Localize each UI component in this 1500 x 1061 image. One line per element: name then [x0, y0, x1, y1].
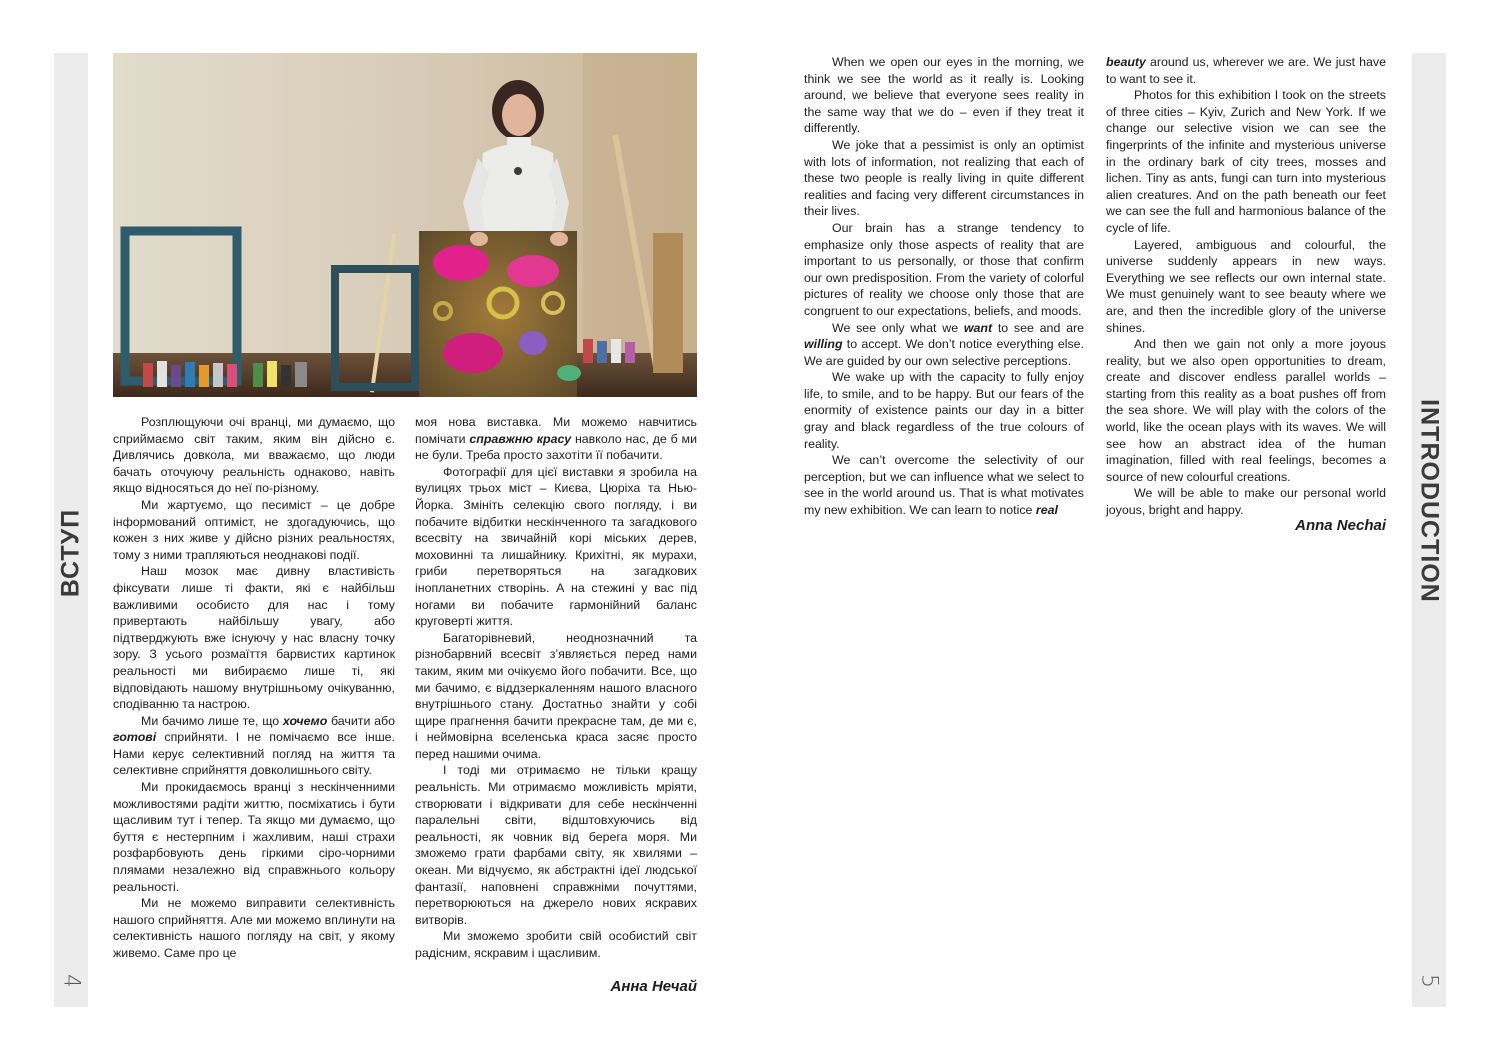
paragraph: [113, 713, 395, 779]
paragraph: Ми зможемо зробити свій особистий світ радісним, яскравим і щасливим.: [415, 929, 697, 960]
page-number-right: 5: [1416, 974, 1442, 988]
paragraph: Our brain has a strange tendency to emphasize only those aspects of reality that are important to us personally, or those that confirm our own predisposition. From the variety of colorful pictures of reality we choose only those that are congruent to our expectations, beliefs, and moods.: [804, 220, 1084, 318]
paragraph: [415, 414, 697, 464]
text-run: We can’t overcome the selectivity of our perception, but we can influence what we select to see in the world around us. That is what motivates my new exhibition. We can learn to notice: [804, 453, 1084, 518]
text-run: Ми бачимо лише те, що: [141, 713, 283, 728]
paragraph: We wake up with the capacity to fully enjoy life, to smile, and to be happy. But our fears of the enormity of existence paints our day in a bitter gray and black regardless of the true colours of reality.: [804, 370, 1084, 451]
paragraph: Розплющуючи очі вранці, ми думаємо, що сприймаємо світ таким, яким він дійсно є. Дивлячись довкола, ми вважаємо, що люди бачать оточуючу реальність однаково, навіть якщо відносяться до неї по-різному.: [113, 415, 395, 496]
paragraph: [804, 452, 1084, 518]
ukrainian-text-column-1: [113, 414, 395, 962]
paragraph: Photos for this exhibition I took on the streets of three cities – Kyiv, Zurich and New York. If we change our selective vision we can see the fingerprints of the infinite and mysterious universe in the ordinary bark of city trees, mosses and lichen. Tiny as ants, fungi can turn into mysterious alien creatures. And on the path beneath our feet we can see the full and harmonious balance of the cycle of life.: [1106, 88, 1386, 235]
paragraph: When we open our eyes in the morning, we think we see the world as it really is. Looking around, we believe that everyone sees reality in the same way that we do – even if they treat it differently.: [804, 55, 1084, 136]
paragraph: [1106, 54, 1386, 87]
english-text-column-2: [1106, 54, 1386, 519]
english-text-column-1: [804, 54, 1084, 519]
emphasis-text: want: [963, 320, 993, 335]
emphasis-text: beauty: [1106, 55, 1146, 69]
paragraph: І тоді ми отримаємо не тільки кращу реальність. Ми отримаємо можливість мріяти, створювати і відкривати для себе нескінченні паралельні світи, відштовхуючись від реальності, як човник від берега моря. Ми зможемо грати фарбами світу, як хвилями – океан. Ми відчуємо, як абстрактні ідеї людської фантазії, наповнені справжніми почуттями, перетворюються на джерело нових яскравих витворів.: [415, 763, 697, 927]
right-side-tab: [1412, 53, 1446, 1007]
text-run: сприйняти. І не помічаємо все інше. Нами керує селективний погляд на життя та селективне сприйняття довколишнього світу.: [113, 730, 395, 778]
paragraph: Багаторівневий, неоднозначний та різнобарвний всесвіт з’являється перед нами таким, яким ми очікуємо його побачити. Все, що ми бачимо, є віддзеркаленням нашого власного внутрішнього стану. Достатньо знайти у собі щире прагнення бачити прекрасне там, де ми є, і неймовірна вселенська краса засяє просто перед нашими очима.: [415, 630, 697, 761]
emphasis-text: справжню красу: [469, 431, 572, 446]
text-run: навколо нас, де б ми не були. Треба просто захотіти її побачити.: [415, 431, 697, 463]
ukrainian-text-column-2: [415, 414, 697, 962]
text-run: to accept. We don’t notice everything else. We are guided by our own selective perceptions.: [804, 337, 1084, 368]
paragraph: And then we gain not only a more joyous reality, but we also open opportunities to dream, create and discover endless parallel worlds – starting from this reality as a boat pushes off from the sea shore. We will play with the colors of the world, like the ocean plays with its waves. We will see how an abstract idea of the human imagination, filled with real feelings, becomes a source of new colourful creations.: [1106, 337, 1386, 484]
emphasis-text: real: [1035, 503, 1058, 518]
section-title-uk: ВСТУП: [56, 508, 85, 598]
emphasis-text: готові: [113, 730, 157, 745]
paragraph: Ми прокидаємось вранці з нескінченними можливостями радіти життю, посміхатись і бути щасливим тут і тепер. Та якщо ми думаємо, що буття є нестерпним і жахливим, наші страхи розфарбовують день гіркими сіро-чорними плямами незалежно від справжнього кольору реальності.: [113, 780, 395, 894]
paragraph: Фотографії для цієї виставки я зробила на вулицях трьох міст – Києва, Цюріха та Нью-Йорка. Змініть селекцію свого погляду, і ви побачите відбитки нескінченного та загадкового всесвіту на звичайній корі міських дерев, моховинні та лишайнику. Крихітні, як мурахи, гриби перетворяться на загадкових інопланетних створінь. А на стежині у вас під ногами ви побачите гармонійний баланс круговерті життя.: [415, 464, 697, 629]
artist-photo-illustration: [113, 53, 697, 397]
paragraph: Ми жартуємо, що песиміст – це добре інформований оптиміст, не здогадуючись, що кожен з них живе у дійсно різних реальностях, тому з ними трапляються неоднакові події.: [113, 497, 395, 562]
text-run: бачити або: [327, 713, 395, 728]
paragraph: Наш мозок має дивну властивість фіксувати лише ті факти, які є найбільш важливими особисто для нас і тому привертають найбільшу увагу, або підтверджують вже існуючу у нас власну точку зору. З усього розмаїття барвистих картинок реальності ми вибираємо лише ті, які відповідають нашому внутрішньому очікуванню, сподіванню та настрою.: [113, 564, 395, 712]
text-run: моя нова виставка. Ми можемо навчитись помічати: [415, 415, 697, 446]
signature-uk: Анна Нечай: [610, 978, 697, 995]
page-number-left: 4: [58, 974, 84, 988]
paragraph: We will be able to make our personal world joyous, bright and happy.: [1106, 486, 1386, 518]
text-run: around us, wherever we are. We just have to want to see it.: [1106, 55, 1386, 86]
text-run: We see only what we: [832, 320, 964, 335]
paragraph: [804, 320, 1084, 370]
paragraph: Ми не можемо виправити селективність нашого сприйняття. Але ми можемо вплинути на селективність нашого погляду на світ, у якому живемо. Саме про це: [113, 896, 395, 960]
artist-photo: [113, 53, 697, 397]
text-run: to see and are: [992, 320, 1084, 335]
paragraph: We joke that a pessimist is only an optimist with lots of information, not realizing that each of these two people is really living in quite different realities and facing very different circumstances in their lives.: [804, 137, 1084, 219]
emphasis-text: willing: [804, 337, 843, 352]
emphasis-text: хочемо: [282, 713, 328, 728]
signature-en: Anna Nechai: [1295, 517, 1386, 534]
left-side-tab: [54, 53, 88, 1007]
paragraph: Layered, ambiguous and colourful, the universe suddenly appears in new ways. Everything we see reflects our own internal state. We must genuinely want to see beauty where we are, and then the incredible glory of the universe shines.: [1106, 237, 1386, 335]
section-title-en: INTRODUCTION: [1415, 399, 1444, 603]
